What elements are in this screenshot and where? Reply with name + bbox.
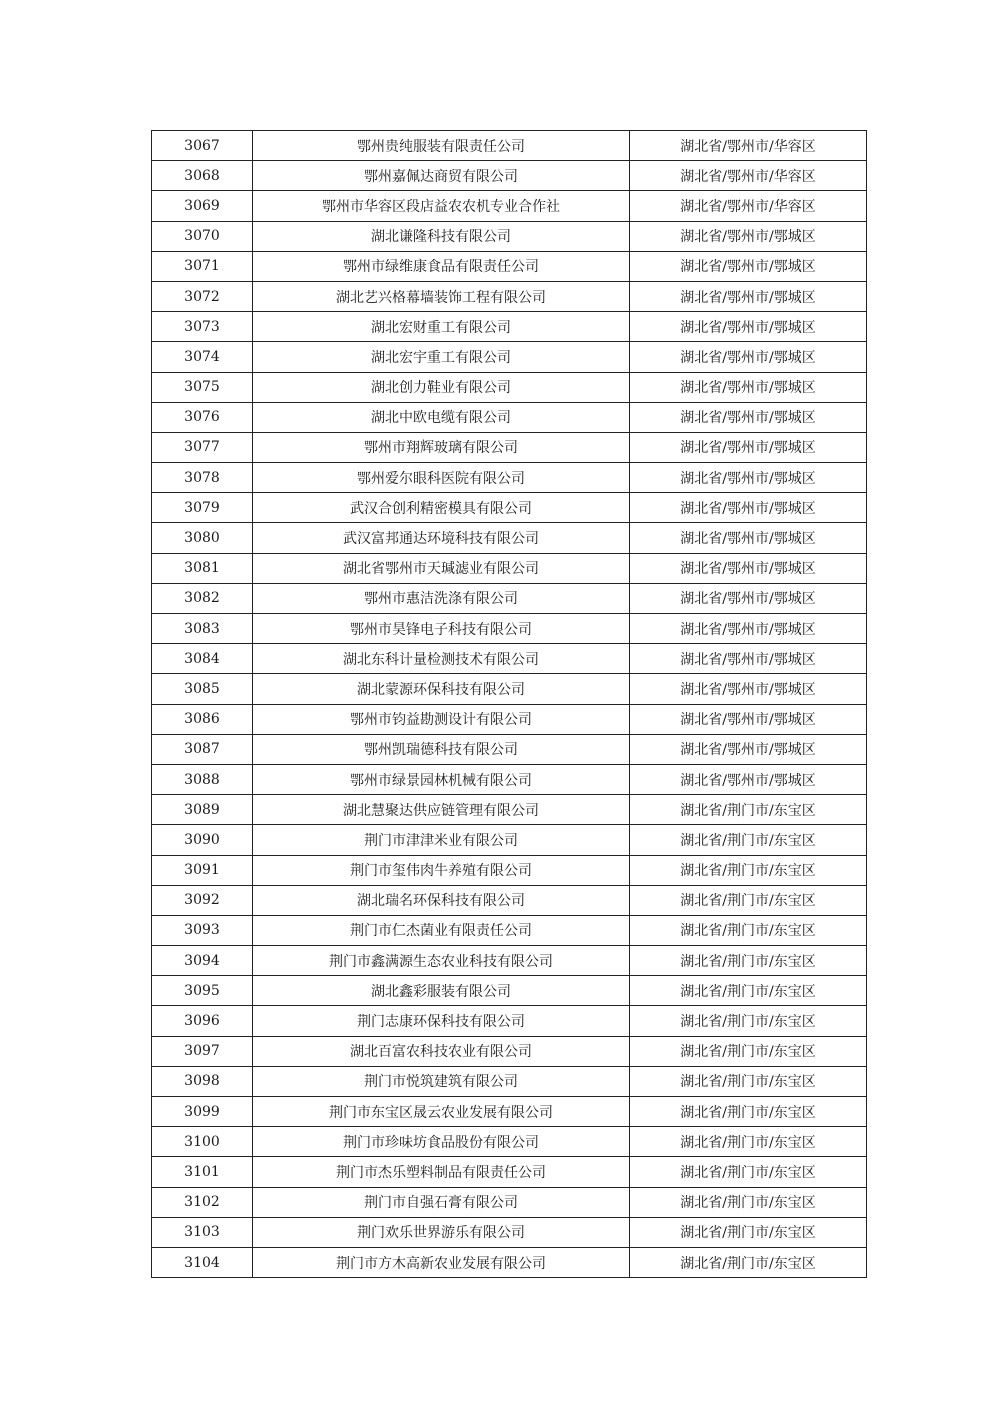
company-name-cell: 鄂州贵纯服装有限责任公司 — [253, 131, 630, 161]
table-row — [152, 1006, 867, 1036]
row-number-cell: 3073 — [152, 312, 253, 342]
company-name-cell: 湖北东科计量检测技术有限公司 — [253, 644, 630, 674]
table-row — [152, 131, 867, 161]
row-number-cell: 3096 — [152, 1006, 253, 1036]
region-cell: 湖北省/鄂州市/华容区 — [630, 161, 867, 191]
table-row — [152, 191, 867, 221]
company-name-cell: 荆门欢乐世界游乐有限公司 — [253, 1217, 630, 1247]
table-row — [152, 976, 867, 1006]
table-row — [152, 885, 867, 915]
row-number-cell: 3092 — [152, 885, 253, 915]
region-cell: 湖北省/鄂州市/鄂城区 — [630, 583, 867, 613]
company-name-cell: 荆门市珍味坊食品股份有限公司 — [253, 1127, 630, 1157]
table-row — [152, 312, 867, 342]
region-cell: 湖北省/荆门市/东宝区 — [630, 976, 867, 1006]
row-number-cell: 3102 — [152, 1187, 253, 1217]
company-name-cell: 武汉富邦通达环境科技有限公司 — [253, 523, 630, 553]
row-number-cell: 3071 — [152, 251, 253, 281]
table-row — [152, 1127, 867, 1157]
company-name-cell: 鄂州市钧益勘测设计有限公司 — [253, 704, 630, 734]
company-name-cell: 湖北谦隆科技有限公司 — [253, 221, 630, 251]
row-number-cell: 3086 — [152, 704, 253, 734]
table-row — [152, 946, 867, 976]
table-row — [152, 734, 867, 764]
region-cell: 湖北省/鄂州市/鄂城区 — [630, 402, 867, 432]
region-cell: 湖北省/荆门市/东宝区 — [630, 1247, 867, 1277]
company-name-cell: 鄂州市绿景园林机械有限公司 — [253, 764, 630, 794]
row-number-cell: 3103 — [152, 1217, 253, 1247]
region-cell: 湖北省/鄂州市/鄂城区 — [630, 432, 867, 462]
table-row — [152, 493, 867, 523]
company-name-cell: 湖北宏财重工有限公司 — [253, 312, 630, 342]
region-cell: 湖北省/荆门市/东宝区 — [630, 1217, 867, 1247]
company-name-cell: 荆门市自强石膏有限公司 — [253, 1187, 630, 1217]
region-cell: 湖北省/鄂州市/鄂城区 — [630, 342, 867, 372]
company-name-cell: 湖北中欧电缆有限公司 — [253, 402, 630, 432]
row-number-cell: 3081 — [152, 553, 253, 583]
region-cell: 湖北省/鄂州市/鄂城区 — [630, 674, 867, 704]
company-name-cell: 鄂州嘉佩达商贸有限公司 — [253, 161, 630, 191]
row-number-cell: 3104 — [152, 1247, 253, 1277]
table-row — [152, 372, 867, 402]
table-row — [152, 342, 867, 372]
region-cell: 湖北省/荆门市/东宝区 — [630, 1157, 867, 1187]
row-number-cell: 3087 — [152, 734, 253, 764]
company-name-cell: 荆门市东宝区晟云农业发展有限公司 — [253, 1097, 630, 1127]
table-row — [152, 1036, 867, 1066]
row-number-cell: 3078 — [152, 463, 253, 493]
row-number-cell: 3099 — [152, 1097, 253, 1127]
row-number-cell: 3068 — [152, 161, 253, 191]
company-name-cell: 湖北鑫彩服装有限公司 — [253, 976, 630, 1006]
region-cell: 湖北省/鄂州市/鄂城区 — [630, 221, 867, 251]
region-cell: 湖北省/鄂州市/鄂城区 — [630, 372, 867, 402]
table-row — [152, 825, 867, 855]
region-cell: 湖北省/荆门市/东宝区 — [630, 1006, 867, 1036]
region-cell: 湖北省/鄂州市/鄂城区 — [630, 734, 867, 764]
row-number-cell: 3097 — [152, 1036, 253, 1066]
row-number-cell: 3091 — [152, 855, 253, 885]
row-number-cell: 3094 — [152, 946, 253, 976]
region-cell: 湖北省/鄂州市/鄂城区 — [630, 312, 867, 342]
table-row — [152, 583, 867, 613]
company-name-cell: 湖北省鄂州市天瑊滤业有限公司 — [253, 553, 630, 583]
company-name-cell: 荆门市杰乐塑料制品有限责任公司 — [253, 1157, 630, 1187]
company-list-table — [151, 130, 867, 1278]
row-number-cell: 3089 — [152, 795, 253, 825]
table-row — [152, 704, 867, 734]
row-number-cell: 3079 — [152, 493, 253, 523]
table-row — [152, 1157, 867, 1187]
region-cell: 湖北省/鄂州市/鄂城区 — [630, 553, 867, 583]
region-cell: 湖北省/荆门市/东宝区 — [630, 855, 867, 885]
company-name-cell: 荆门市仁杰菌业有限责任公司 — [253, 915, 630, 945]
row-number-cell: 3095 — [152, 976, 253, 1006]
company-name-cell: 荆门市玺伟肉牛养殖有限公司 — [253, 855, 630, 885]
company-name-cell: 湖北创力鞋业有限公司 — [253, 372, 630, 402]
table-row — [152, 764, 867, 794]
region-cell: 湖北省/荆门市/东宝区 — [630, 1036, 867, 1066]
region-cell: 湖北省/鄂州市/华容区 — [630, 131, 867, 161]
table-row — [152, 674, 867, 704]
table-row — [152, 553, 867, 583]
company-name-cell: 荆门志康环保科技有限公司 — [253, 1006, 630, 1036]
row-number-cell: 3077 — [152, 432, 253, 462]
region-cell: 湖北省/荆门市/东宝区 — [630, 1066, 867, 1096]
row-number-cell: 3084 — [152, 644, 253, 674]
row-number-cell: 3093 — [152, 915, 253, 945]
table-row — [152, 161, 867, 191]
region-cell: 湖北省/荆门市/东宝区 — [630, 1187, 867, 1217]
row-number-cell: 3075 — [152, 372, 253, 402]
row-number-cell: 3074 — [152, 342, 253, 372]
row-number-cell: 3098 — [152, 1066, 253, 1096]
company-name-cell: 湖北瑞名环保科技有限公司 — [253, 885, 630, 915]
company-name-cell: 湖北慧聚达供应链管理有限公司 — [253, 795, 630, 825]
table-row — [152, 1097, 867, 1127]
region-cell: 湖北省/鄂州市/鄂城区 — [630, 251, 867, 281]
row-number-cell: 3067 — [152, 131, 253, 161]
row-number-cell: 3083 — [152, 614, 253, 644]
table-row — [152, 1217, 867, 1247]
row-number-cell: 3072 — [152, 281, 253, 311]
table-row — [152, 402, 867, 432]
table-row — [152, 1187, 867, 1217]
region-cell: 湖北省/鄂州市/鄂城区 — [630, 493, 867, 523]
company-name-cell: 荆门市方木高新农业发展有限公司 — [253, 1247, 630, 1277]
table-row — [152, 523, 867, 553]
row-number-cell: 3100 — [152, 1127, 253, 1157]
region-cell: 湖北省/荆门市/东宝区 — [630, 1127, 867, 1157]
table-row — [152, 915, 867, 945]
table-row — [152, 221, 867, 251]
region-cell: 湖北省/荆门市/东宝区 — [630, 825, 867, 855]
row-number-cell: 3082 — [152, 583, 253, 613]
region-cell: 湖北省/鄂州市/鄂城区 — [630, 704, 867, 734]
table-row — [152, 432, 867, 462]
table-row — [152, 1066, 867, 1096]
region-cell: 湖北省/荆门市/东宝区 — [630, 1097, 867, 1127]
row-number-cell: 3069 — [152, 191, 253, 221]
row-number-cell: 3088 — [152, 764, 253, 794]
region-cell: 湖北省/荆门市/东宝区 — [630, 795, 867, 825]
region-cell: 湖北省/鄂州市/鄂城区 — [630, 463, 867, 493]
region-cell: 湖北省/鄂州市/华容区 — [630, 191, 867, 221]
company-name-cell: 荆门市悦筑建筑有限公司 — [253, 1066, 630, 1096]
company-list-body — [152, 131, 867, 1278]
region-cell: 湖北省/鄂州市/鄂城区 — [630, 644, 867, 674]
row-number-cell: 3080 — [152, 523, 253, 553]
company-name-cell: 武汉合创利精密模具有限公司 — [253, 493, 630, 523]
table-row — [152, 281, 867, 311]
table-row — [152, 1247, 867, 1277]
table-row — [152, 855, 867, 885]
table-row — [152, 463, 867, 493]
region-cell: 湖北省/鄂州市/鄂城区 — [630, 764, 867, 794]
table-row — [152, 614, 867, 644]
row-number-cell: 3101 — [152, 1157, 253, 1187]
company-name-cell: 湖北艺兴格幕墙装饰工程有限公司 — [253, 281, 630, 311]
company-name-cell: 湖北百富农科技农业有限公司 — [253, 1036, 630, 1066]
company-name-cell: 鄂州凯瑞德科技有限公司 — [253, 734, 630, 764]
company-name-cell: 鄂州市华容区段店益农农机专业合作社 — [253, 191, 630, 221]
company-name-cell: 湖北宏宇重工有限公司 — [253, 342, 630, 372]
company-name-cell: 鄂州市翔辉玻璃有限公司 — [253, 432, 630, 462]
table-row — [152, 251, 867, 281]
row-number-cell: 3070 — [152, 221, 253, 251]
region-cell: 湖北省/鄂州市/鄂城区 — [630, 614, 867, 644]
region-cell: 湖北省/鄂州市/鄂城区 — [630, 281, 867, 311]
region-cell: 湖北省/荆门市/东宝区 — [630, 946, 867, 976]
table-row — [152, 795, 867, 825]
region-cell: 湖北省/荆门市/东宝区 — [630, 915, 867, 945]
company-name-cell: 鄂州爱尔眼科医院有限公司 — [253, 463, 630, 493]
company-name-cell: 荆门市鑫满源生态农业科技有限公司 — [253, 946, 630, 976]
company-name-cell: 鄂州市惠洁洗涤有限公司 — [253, 583, 630, 613]
region-cell: 湖北省/荆门市/东宝区 — [630, 885, 867, 915]
company-name-cell: 湖北蒙源环保科技有限公司 — [253, 674, 630, 704]
row-number-cell: 3076 — [152, 402, 253, 432]
row-number-cell: 3090 — [152, 825, 253, 855]
row-number-cell: 3085 — [152, 674, 253, 704]
table-row — [152, 644, 867, 674]
company-name-cell: 荆门市津津米业有限公司 — [253, 825, 630, 855]
region-cell: 湖北省/鄂州市/鄂城区 — [630, 523, 867, 553]
company-name-cell: 鄂州市昊锋电子科技有限公司 — [253, 614, 630, 644]
company-name-cell: 鄂州市绿维康食品有限责任公司 — [253, 251, 630, 281]
